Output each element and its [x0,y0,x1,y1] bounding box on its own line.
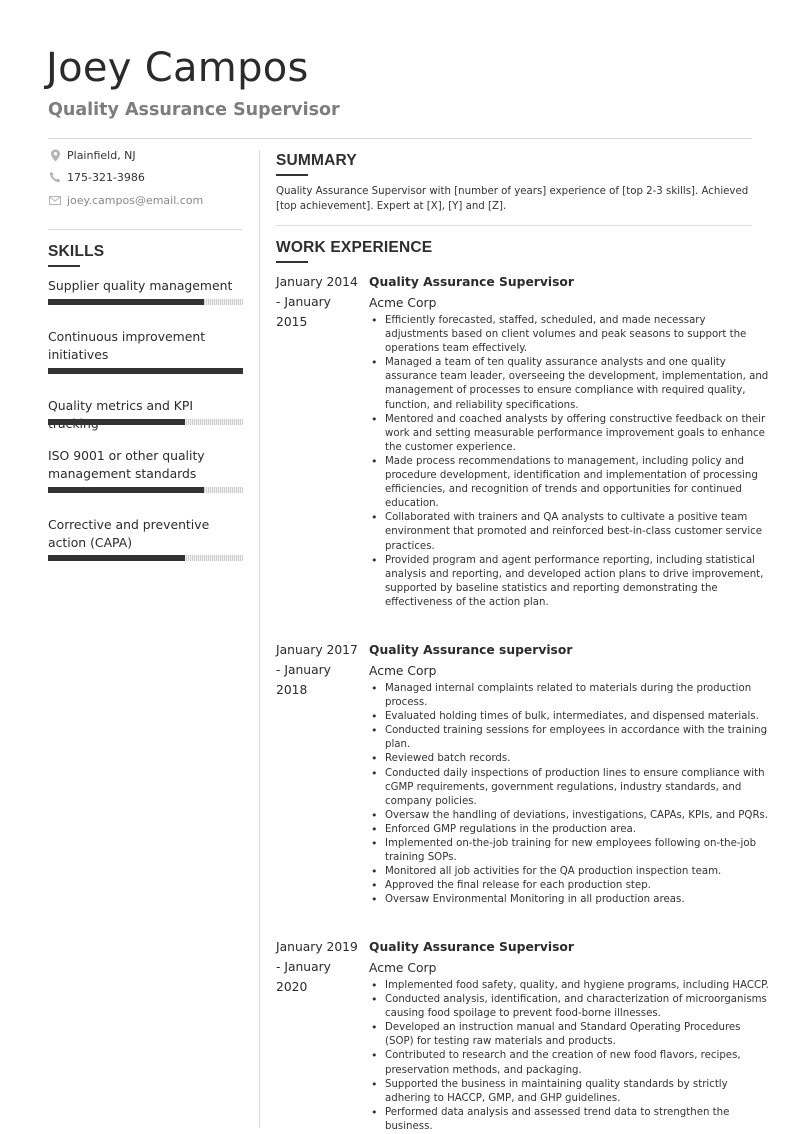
skill-level-bar [48,487,243,493]
job-bullet: • Efficiently forecasted, staffed, scheduled, and made necessary adjustments based on client volumes and peak seasons to support the operations team effectively. [385,314,770,356]
skill-name: Supplier quality management [48,278,233,293]
job-bullet: • Enforced GMP regulations in the production area. [385,823,770,837]
work-experience-heading-underline [276,261,308,263]
envelope-icon [48,193,62,207]
skills-heading-underline [48,265,80,267]
job-bullet-list [369,979,770,1134]
skill-level-fill [48,555,185,561]
job-bullet: • Implemented on-the-job training for new employees following on-the-job training SOPs. [385,837,770,865]
job-dates: January 2019 - January 2020 [276,940,358,994]
job-bullet: • Managed internal complaints related to materials during the production process. [385,682,770,710]
job-dates: January 2014 - January 2015 [276,275,358,329]
job-title: Quality Assurance Supervisor [369,275,574,289]
job-title: Quality Assurance Supervisor [369,940,574,954]
skill-level-fill [48,368,243,374]
skill-name: Corrective and preventive action (CAPA) [48,517,210,550]
sidebar-divider [48,229,242,230]
contact-email[interactable] [48,191,203,209]
job-bullet: • Oversaw Environmental Monitoring in all production areas. [385,893,770,907]
job-title: Quality Assurance supervisor [369,643,573,657]
job-company: Acme Corp [369,961,437,975]
skill-item [48,397,243,432]
job-bullet: • Managed a team of ten quality assurance analysts and one quality assurance team leader, overseeing the development, implementation, and management of processes to ensure compliance with required quality, function, and reliability specifications. [385,356,770,412]
map-pin-icon [48,148,62,162]
summary-text: Quality Assurance Supervisor with [number of years] experience of [top 2-3 skills]. Achieved [top achievement]. Expert at [X], [Y] and [Z]. [276,186,749,212]
skill-level-fill [48,299,204,305]
contact-email-text[interactable]: joey.campos@email.com [67,193,204,207]
job-bullet: • Provided program and agent performance reporting, including statistical analysis and reporting, and developed action plans to drive improvement, supported by baseline statistics and reporting demonstrating the effectiveness of the action plan. [385,554,770,610]
phone-icon [48,170,62,184]
contact-location-text: Plainfield, NJ [67,148,136,162]
job-bullet: • Reviewed batch records. [385,752,770,766]
job-dates: January 2017 - January 2018 [276,643,358,697]
summary-heading-underline [276,174,308,176]
job-bullet: • Made process recommendations to management, including policy and procedure development, identification and implementation of processing efficiencies, and recognition of trends and opportunities for continued education. [385,455,770,511]
skill-item [48,516,243,551]
job-bullet: • Conducted analysis, identification, and characterization of microorganisms causing food spoilage to prevent food-borne illnesses. [385,993,770,1021]
job-bullet: • Evaluated holding times of bulk, intermediates, and dispensed materials. [385,710,770,724]
job-bullet: • Mentored and coached analysts by offering constructive feedback on their work and setting measurable performance improvement goals to enhance the customer experience. [385,413,770,455]
job-bullet: • Conducted training sessions for employees in accordance with the training plan. [385,724,770,752]
header-divider [48,138,752,139]
job-bullet-list [369,314,770,610]
job-company: Acme Corp [369,296,437,310]
skill-name: Quality metrics and KPI [48,398,194,413]
work-experience-heading: WORK EXPERIENCE [276,239,433,256]
skill-name: ISO 9001 or other quality management standards [48,448,205,481]
job-bullet: • Performed data analysis and assessed trend data to strengthen the business. [385,1106,770,1134]
job-company: Acme Corp [369,664,437,678]
skill-level-bar [48,368,243,374]
skill-level-fill [48,487,204,493]
contact-location [48,146,136,164]
job-bullet: • Approved the final release for each production step. [385,879,770,893]
skill-item [48,328,243,363]
skills-heading: SKILLS [48,243,105,260]
contact-phone [48,168,145,186]
skill-level-bar [48,555,243,561]
contact-phone-text: 175-321-3986 [67,170,145,184]
skill-item [48,277,243,295]
skill-name: Continuous improvement initiatives [48,329,206,362]
job-bullet: • Developed an instruction manual and Standard Operating Procedures (SOP) for testing raw materials and products. [385,1021,770,1049]
summary-heading: SUMMARY [276,152,357,169]
job-bullet: • Collaborated with trainers and QA analysts to cultivate a positive team environment that promoted and reinforced best-in-class customer service practices. [385,511,770,553]
skill-level-fill [48,419,185,425]
job-bullet: • Conducted daily inspections of production lines to ensure compliance with cGMP requirements, government regulations, industry standards, and company policies. [385,767,770,809]
job-bullet: • Contributed to research and the creation of new food flavors, recipes, preservation methods, and packaging. [385,1049,770,1077]
job-bullet-list [369,682,770,908]
job-bullet: • Supported the business in maintaining quality standards by strictly adhering to HACCP, GMP, and GHP guidelines. [385,1078,770,1106]
candidate-name: Joey Campos [46,45,309,91]
job-bullet: • Oversaw the handling of deviations, investigations, CAPAs, KPIs, and PQRs. [385,809,770,823]
skill-item [48,447,243,482]
candidate-title: Quality Assurance Supervisor [48,100,340,120]
job-bullet: • Monitored all job activities for the QA production inspection team. [385,865,770,879]
skill-level-bar [48,419,243,425]
column-divider [259,150,260,1128]
summary-divider [276,225,752,226]
skill-level-bar [48,299,243,305]
job-bullet: • Implemented food safety, quality, and hygiene programs, including HACCP. [385,979,770,993]
